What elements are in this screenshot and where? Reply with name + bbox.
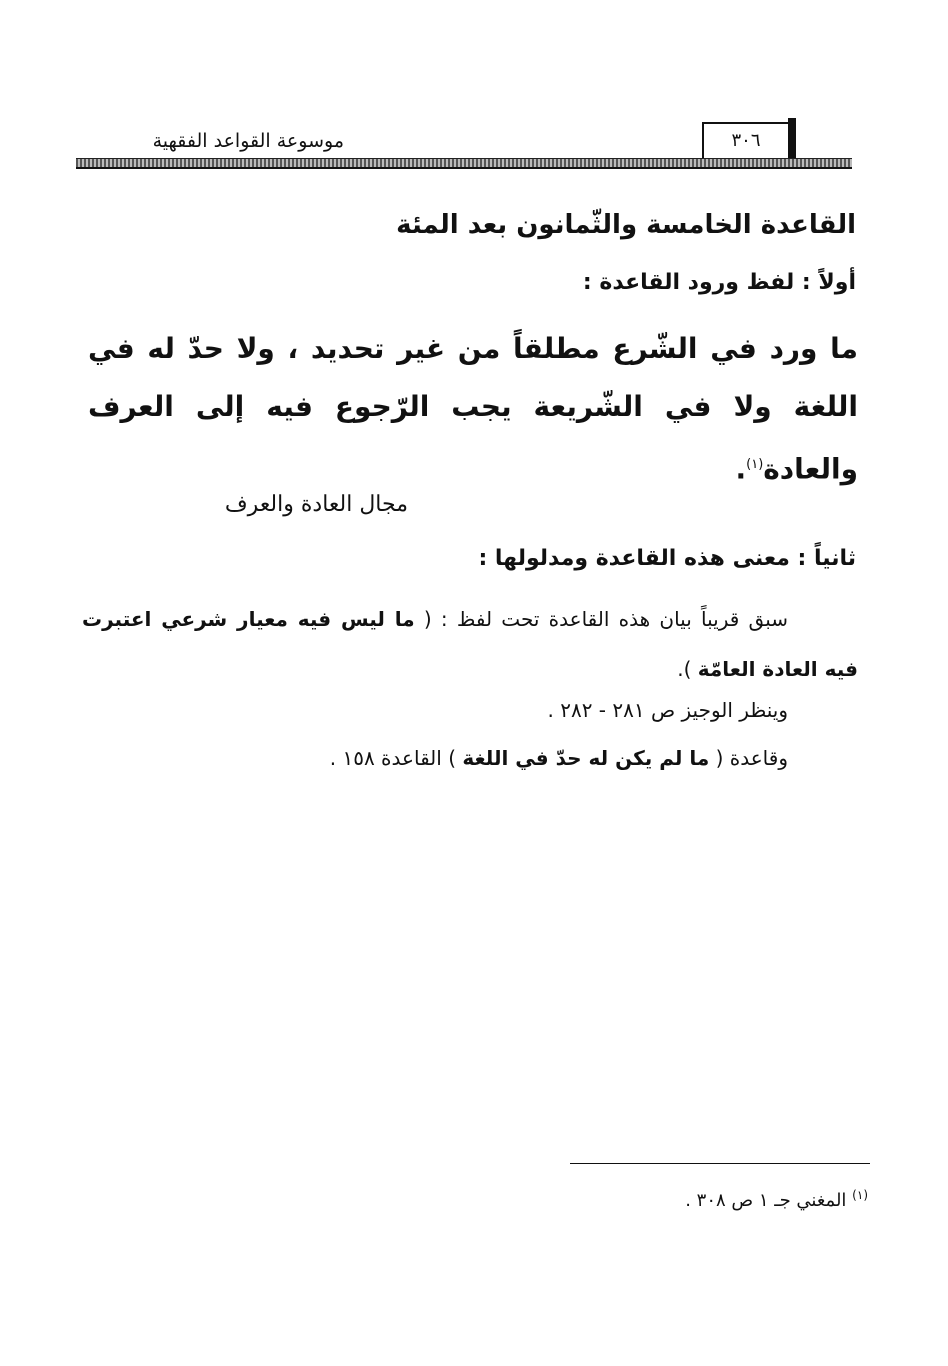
footnote xyxy=(685,1188,868,1211)
section1-title: أولاً : لفظ ورود القاعدة : xyxy=(582,270,856,295)
field-label: مجال العادة والعرف xyxy=(224,492,408,517)
p1-bold: ما ليس فيه معيار شرعي اعتبرت فيه العادة العامّة xyxy=(82,607,858,681)
p3-suffix: ) القاعدة ١٥٨ . xyxy=(329,746,456,770)
footnote-text: المغني جـ ١ ص ٣٠٨ . xyxy=(685,1190,847,1211)
rule-heading: القاعدة الخامسة والثّمانون بعد المئة xyxy=(396,210,856,240)
book-title: موسوعة القواعد الفقهية xyxy=(152,130,344,152)
page-number-box xyxy=(702,122,788,162)
rule-text-body: ما ورد في الشّرع مطلقاً من غير تحديد ، ولا حدّ له في اللغة ولا في الشّريعة يجب الرّجوع فيه إلى العرف والعادة xyxy=(88,332,858,486)
paragraph-3 xyxy=(330,746,788,770)
paragraph-1 xyxy=(82,594,858,694)
header-rule xyxy=(76,158,852,169)
p1-prefix: سبق قريباً بيان هذه القاعدة تحت لفظ : ( xyxy=(423,607,789,631)
page-number: ٣٠٦ xyxy=(731,130,761,151)
footnote-rule xyxy=(570,1163,870,1164)
paragraph-2: وينظر الوجيز ص ٢٨١ - ٢٨٢ . xyxy=(547,698,788,722)
rule-text-end: . xyxy=(735,452,747,486)
section2-title: ثانياً : معنى هذه القاعدة ومدلولها : xyxy=(478,546,856,571)
p3-bold: ما لم يكن له حدّ في اللغة xyxy=(462,746,710,770)
p1-suffix: ). xyxy=(677,657,692,681)
rule-text xyxy=(88,320,858,498)
p3-prefix: وقاعدة ( xyxy=(715,746,788,770)
footnote-ref: (١) xyxy=(746,457,764,472)
page-header xyxy=(76,118,852,174)
footnote-marker: (١) xyxy=(852,1188,868,1202)
